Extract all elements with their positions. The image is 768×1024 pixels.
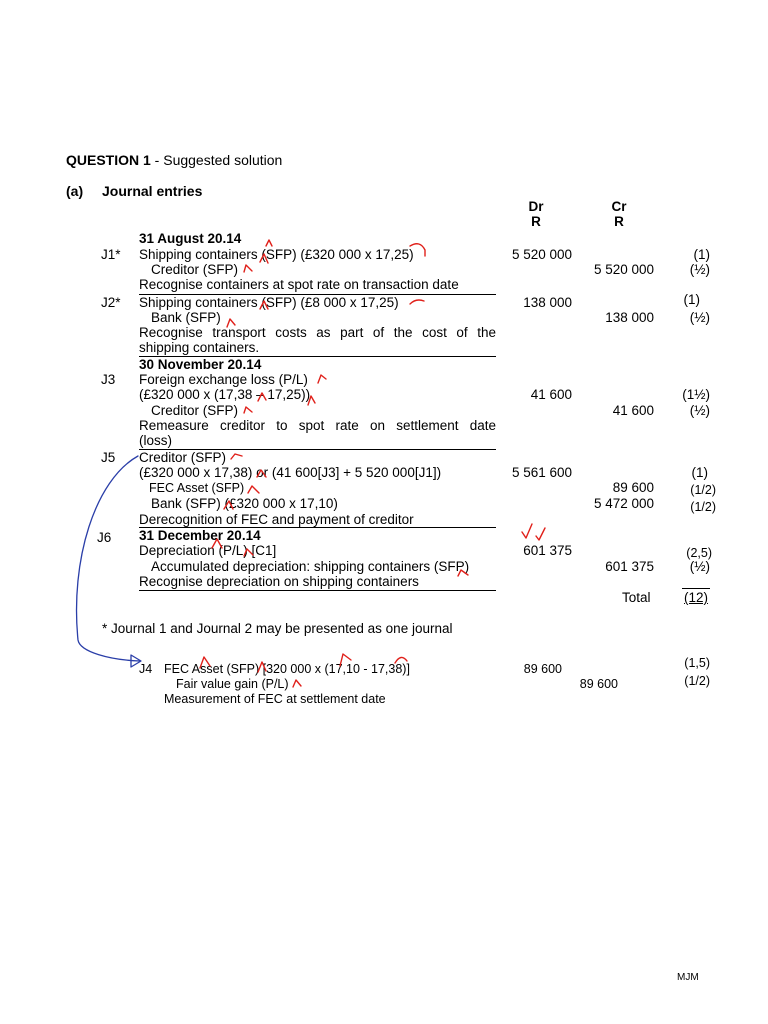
j3-line3-cr: 41 600	[612, 403, 654, 418]
j3-line2-dr: 41 600	[530, 387, 572, 402]
j5-line2-mark: (1)	[691, 465, 708, 480]
section-date-dec: 31 December 20.14	[139, 528, 261, 543]
j2-line2-cr: 138 000	[605, 310, 654, 325]
j6-line2-cr: 601 375	[605, 559, 654, 574]
j3-id: J3	[101, 372, 116, 387]
j3-line3: Creditor (SFP)	[151, 403, 239, 418]
tick-mark	[248, 486, 259, 493]
total-value: (12)	[684, 590, 709, 605]
check-mark	[536, 528, 545, 540]
j3-line3-mark: (½)	[689, 403, 710, 418]
j6-line1-mark: (2,5)	[686, 546, 712, 560]
tick-mark	[266, 240, 272, 246]
j2-line2: Bank (SFP)	[151, 310, 221, 325]
j4-line2-cr: 89 600	[579, 677, 618, 691]
tick-mark	[244, 549, 253, 556]
tick-mark	[200, 657, 210, 668]
tick-mark	[260, 301, 268, 309]
tick-mark	[293, 680, 301, 687]
j2-line2-mark: (½)	[689, 310, 710, 325]
j2-line1: Shipping containers (SFP) (£8 000 x 17,25)	[139, 295, 399, 310]
j2-narration-1: Recognise transport costs as part of the cost of the	[139, 325, 496, 340]
j5-line4: Bank (SFP) (£320 000 x 17,10)	[151, 496, 338, 511]
j6-line1-dr: 601 375	[523, 543, 572, 558]
cr-currency: R	[614, 214, 624, 229]
j1-line1-mark: (1)	[693, 247, 710, 262]
j3-narration-1: Remeasure creditor to spot rate on settlement date	[139, 418, 496, 433]
j1-line2: Creditor (SFP)	[151, 262, 239, 277]
j2-narration-2: shipping containers.	[139, 340, 260, 355]
question-label: QUESTION 1	[66, 152, 151, 168]
tick-mark	[224, 501, 233, 509]
j6-narration: Recognise depreciation on shipping containers	[139, 574, 419, 589]
tick-mark	[308, 396, 315, 405]
j2-line1-dr: 138 000	[523, 295, 572, 310]
j6-line2-mark: (½)	[689, 559, 710, 574]
j5-line3: FEC Asset (SFP)	[149, 481, 245, 495]
dr-header: Dr	[528, 199, 544, 214]
j4-line1-dr: 89 600	[523, 662, 562, 676]
j2-line1-mark: (1)	[683, 292, 700, 307]
j1-line1-dr: 5 520 000	[511, 247, 572, 262]
j5-line3-mark: (1/2)	[690, 483, 716, 497]
j1-line1: Shipping containers (SFP) (£320 000 x 17,25)	[139, 247, 414, 262]
part-title: Journal entries	[102, 183, 203, 199]
tick-mark	[231, 454, 242, 459]
j4-line2: Fair value gain (P/L)	[176, 677, 289, 691]
j1-id: J1*	[101, 247, 121, 262]
j4-line1: FEC Asset (SFP) [320 000 x (17,10 - 17,38)]	[164, 662, 410, 676]
tick-mark	[258, 393, 266, 401]
j6-line1: Depreciation (P/L) [C1]	[139, 543, 277, 558]
tick-mark	[258, 662, 266, 672]
tick-mark	[340, 654, 351, 666]
j3-narration-2: (loss)	[139, 433, 172, 448]
section-date-aug: 31 August 20.14	[139, 231, 242, 246]
tick-mark	[227, 319, 235, 327]
j1-line2-mark: (½)	[689, 262, 710, 277]
j3-line1: Foreign exchange loss (P/L)	[139, 372, 308, 387]
initials: MJM	[677, 972, 699, 983]
tick-mark	[244, 265, 252, 272]
dr-currency: R	[531, 214, 541, 229]
tick-mark	[244, 407, 252, 413]
j5-line4-mark: (1/2)	[690, 500, 716, 514]
j2-id: J2*	[101, 295, 121, 310]
j1-line2-cr: 5 520 000	[593, 262, 654, 277]
question-suffix: - Suggested solution	[150, 152, 283, 168]
j4-line2-mark: (1/2)	[684, 674, 710, 688]
j3-line2-mark: (1½)	[682, 387, 710, 402]
section-date-nov: 30 November 20.14	[139, 357, 262, 372]
footnote: * Journal 1 and Journal 2 may be presented as one journal	[102, 621, 453, 636]
j5-line4-cr: 5 472 000	[593, 496, 654, 511]
j4-line1-mark: (1,5)	[684, 656, 710, 670]
part-label: (a)	[66, 183, 84, 199]
j6-line2: Accumulated depreciation: shipping containers (SFP)	[151, 559, 470, 574]
cr-header: Cr	[611, 199, 627, 214]
j4-id: J4	[139, 662, 153, 676]
j5-line1: Creditor (SFP)	[139, 450, 227, 465]
tick-marks	[200, 240, 545, 687]
arrow-curve	[77, 456, 140, 661]
tick-mark	[410, 244, 425, 256]
check-mark	[522, 524, 532, 538]
total-label: Total	[622, 590, 651, 605]
j6-id: J6	[97, 530, 112, 545]
tick-mark	[260, 254, 268, 263]
tick-mark	[318, 375, 326, 383]
j3-line2: (£320 000 x (17,38 – 17,25))	[139, 387, 311, 402]
tick-mark	[458, 570, 468, 576]
j4-narration: Measurement of FEC at settlement date	[164, 692, 386, 706]
j1-narration: Recognise containers at spot rate on transaction date	[139, 277, 459, 292]
tick-mark	[395, 657, 407, 663]
tick-mark	[257, 470, 266, 477]
j5-id: J5	[101, 450, 116, 465]
j5-line2-dr: 5 561 600	[511, 465, 572, 480]
j5-line2: (£320 000 x 17,38) or (41 600[J3] + 5 520 000[J1])	[139, 465, 442, 480]
j5-narration: Derecognition of FEC and payment of creditor	[139, 512, 414, 527]
tick-mark	[212, 539, 222, 548]
j5-line3-cr: 89 600	[612, 480, 654, 495]
tick-mark	[410, 300, 424, 304]
arrow-j5-to-j4	[77, 456, 141, 667]
